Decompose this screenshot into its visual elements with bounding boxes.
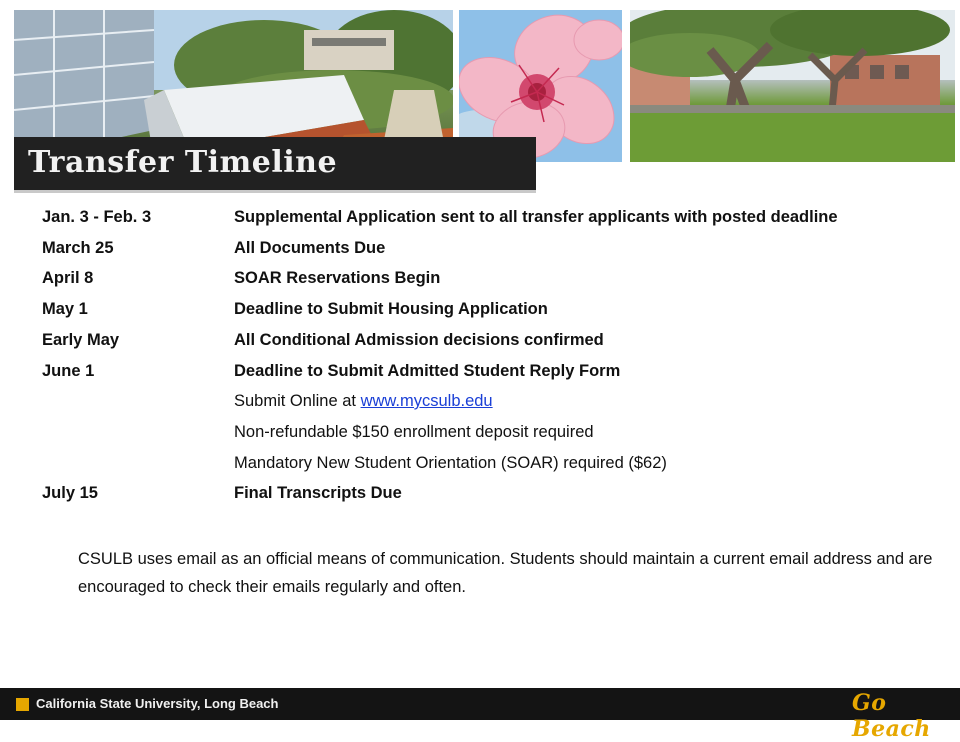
timeline-date: Early May — [42, 331, 120, 349]
page-title: Transfer Timeline — [28, 145, 338, 180]
campus-trees-photo — [630, 10, 955, 162]
june-submit-line — [0, 392, 960, 418]
timeline-row — [0, 208, 960, 234]
june-orientation-line — [0, 454, 960, 480]
timeline-event: Deadline to Submit Housing Application — [234, 300, 548, 318]
timeline-row — [0, 362, 960, 388]
timeline-row — [0, 484, 960, 510]
timeline-event: All Documents Due — [234, 239, 386, 257]
timeline-row — [0, 331, 960, 357]
timeline-event: Supplemental Application sent to all transfer applicants with posted deadline — [234, 208, 838, 226]
timeline-date: July 15 — [42, 484, 98, 502]
timeline-date: April 8 — [42, 269, 94, 287]
june-deposit-line — [0, 423, 960, 449]
timeline-event: SOAR Reservations Begin — [234, 269, 441, 287]
title-bar-accent — [14, 190, 536, 193]
timeline-date: June 1 — [42, 362, 95, 380]
footer-institution: California State University, Long Beach — [36, 696, 279, 711]
timeline-row — [0, 300, 960, 326]
submit-online-text — [234, 392, 493, 411]
mycsulb-link[interactable]: www.mycsulb.edu — [360, 392, 493, 410]
email-policy-note: CSULB uses email as an official means of communication. Students should maintain a current email address and are encouraged to check their emails regularly and often. — [78, 550, 933, 596]
submit-prefix: Submit Online at — [234, 392, 361, 410]
timeline-date: May 1 — [42, 300, 88, 318]
go-beach-logo: Go Beach — [852, 690, 931, 742]
orientation-text: Mandatory New Student Orientation (SOAR) required ($62) — [234, 454, 667, 472]
timeline-row — [0, 239, 960, 265]
timeline-event: All Conditional Admission decisions confirmed — [234, 331, 604, 349]
timeline-event: Final Transcripts Due — [234, 484, 402, 502]
footer-bar — [0, 688, 960, 742]
timeline-event: Deadline to Submit Admitted Student Reply Form — [234, 362, 621, 380]
deposit-text: Non-refundable $150 enrollment deposit required — [234, 423, 594, 441]
timeline-row — [0, 269, 960, 295]
timeline-date: Jan. 3 - Feb. 3 — [42, 208, 152, 226]
timeline-date: March 25 — [42, 239, 114, 257]
csulb-logo-square — [16, 698, 29, 711]
